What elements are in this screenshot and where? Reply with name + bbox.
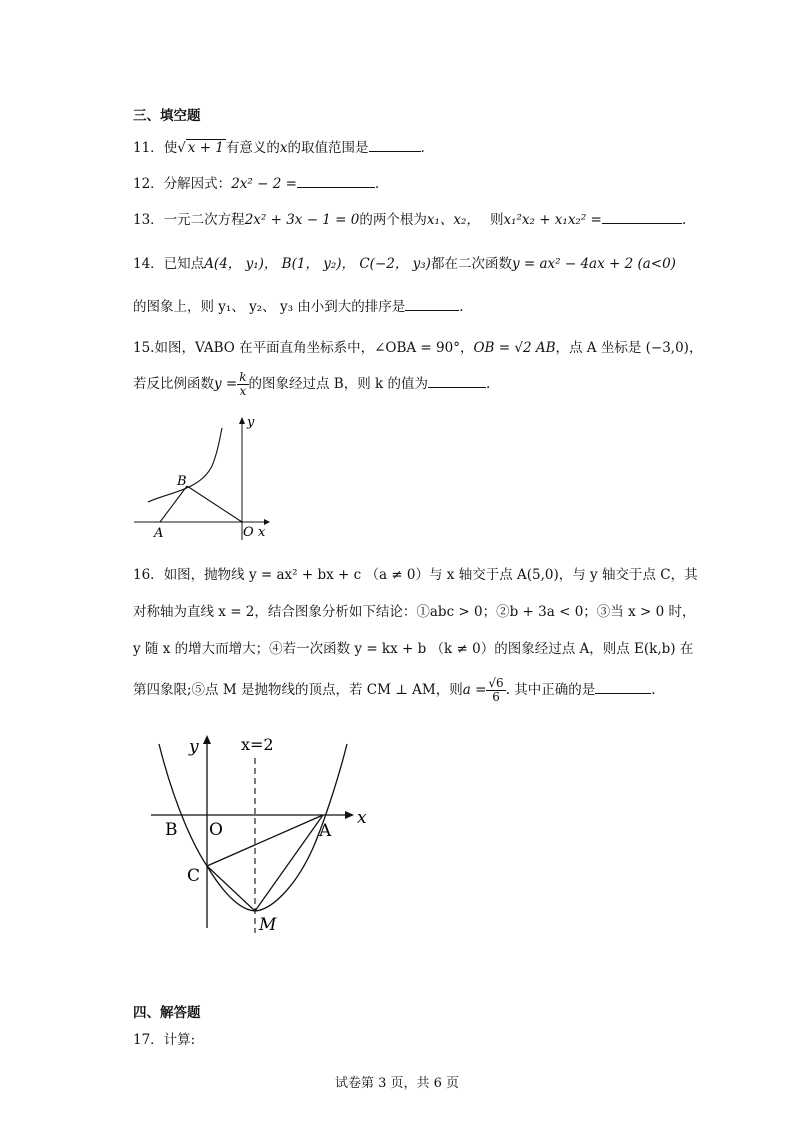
q12-end: . (374, 176, 380, 192)
q15-fraction (237, 371, 248, 398)
q15-frac-den: x (239, 384, 247, 398)
figure-15 (130, 412, 280, 542)
q14-mid: 都在二次函数 (430, 256, 512, 272)
q12-expr: 2x² − 2 = (231, 176, 297, 192)
fig16-segment-cm (207, 866, 255, 911)
fig16-x-arrow-icon (345, 811, 354, 819)
question-16-line3 (133, 637, 693, 657)
question-15-line2 (133, 371, 490, 398)
question-15-line1 (133, 336, 702, 356)
q13-answer-blank[interactable] (602, 211, 682, 224)
q14-function: y = ax² − 4ax + 2 (a<0) (511, 256, 676, 272)
fig16-y-arrow-icon (203, 735, 211, 744)
fig15-segment-bo (187, 486, 242, 522)
q11-tail: 的取值范围是 (287, 140, 369, 156)
q12-answer-blank[interactable] (297, 175, 375, 188)
q16-line2: 对称轴为直线 x = 2，结合图象分析如下结论：①abc > 0；②b + 3a < 0；③当 x > 0 时， (133, 604, 696, 620)
q16-line1: 如图，抛物线 y = ax² + bx + c （a ≠ 0）与 x 轴交于点 A(5,0)，与 y 轴交于点 C，其 (163, 567, 698, 583)
question-11 (133, 136, 425, 156)
fig16-label-o: O (209, 820, 223, 840)
q16-fraction (486, 677, 505, 704)
q16-answer-blank[interactable] (595, 681, 651, 694)
q14-end: . (459, 299, 464, 315)
fig15-label-a: A (154, 526, 164, 541)
q15-fn: y = (214, 376, 238, 392)
fig15-hyperbola (148, 428, 222, 502)
question-17: 17．计算: (133, 1032, 196, 1048)
q15-end: . (486, 376, 491, 392)
q12-number: 12． (133, 176, 164, 192)
section-heading-fill-in: 三、填空题 (133, 108, 201, 124)
q11-post: 有意义的 (225, 140, 280, 156)
fig16-label-c: C (187, 866, 201, 886)
q16-end: . (651, 682, 656, 698)
q15-ob: OB = √2 AB (473, 340, 556, 356)
q15-number: 15. (133, 340, 155, 356)
fig16-label-a: A (319, 821, 332, 841)
q14-answer-blank[interactable] (405, 298, 459, 311)
fig16-label-m: M (259, 915, 277, 935)
q14-line1: 已知点 (163, 256, 205, 272)
fig15-label-b: B (177, 474, 187, 489)
q14-line2: 的图象上，则 y₁、 y₂、 y₃ 由小到大的排序是 (133, 299, 406, 315)
fig16-label-b: B (165, 820, 178, 840)
q16-line3: y 随 x 的增大而增大；④若一次函数 y = kx + b （k ≠ 0）的图象经过点 A，则点 E(k,b) 在 (133, 641, 694, 657)
fig16-label-axis: x=2 (241, 735, 274, 754)
q11-end: . (420, 140, 425, 156)
q16-a-eq: a = (462, 682, 487, 698)
q16-frac-den: 6 (492, 690, 500, 704)
fig15-label-y: y (247, 415, 255, 430)
q15-line2b: 的图象经过点 B，则 k 的值为 (248, 376, 428, 392)
fig15-label-x: x (258, 525, 266, 540)
q15-line2a: 若反比例函数 (133, 376, 214, 392)
question-14-line2 (133, 295, 464, 315)
q13-roots: x₁、x₂， (426, 212, 480, 228)
page-footer: 试卷第 3 页，共 6 页 (334, 1076, 460, 1091)
q15-answer-blank[interactable] (428, 375, 486, 388)
q11-pre: 使 (163, 140, 178, 156)
fig15-label-o: O (243, 525, 254, 540)
q14-points: A(4， y₁)， B(1， y₂)， C(−2， y₃) (204, 256, 431, 272)
fig16-label-y: y (189, 737, 199, 757)
q11-number: 11． (133, 140, 164, 156)
q16-line4a: 第四象限;⑤点 M 是抛物线的顶点，若 CM ⊥ AM，则 (133, 682, 463, 698)
q13-mid: 的两个根为 (359, 212, 427, 228)
q13-number: 13． (133, 212, 164, 228)
q13-text: 一元二次方程 (163, 212, 245, 228)
q13-then: 则 (489, 212, 504, 228)
question-13 (133, 208, 686, 228)
q16-line4b: . 其中正确的是 (505, 682, 596, 698)
q13-expr: x₁²x₂ + x₁x₂² = (503, 212, 602, 228)
q11-radicand: x + 1 (187, 140, 224, 156)
q13-end: . (681, 212, 687, 228)
q16-frac-num: √6 (488, 676, 504, 690)
figure-16 (145, 728, 380, 940)
q14-number: 14． (133, 256, 164, 272)
q12-pre: 分解因式： (163, 176, 232, 192)
fig15-segment-ab (160, 486, 187, 522)
question-16-line1 (133, 563, 698, 583)
question-14-line1 (133, 252, 676, 272)
question-16-line4 (133, 677, 656, 704)
q11-var: x (279, 140, 288, 156)
q15-point-a: ，点 A 坐标是 (−3,0)， (555, 340, 703, 356)
section-heading-answer: 四、解答题 (133, 1005, 201, 1021)
q15-frac-num: k (239, 370, 247, 384)
question-16-line2 (133, 600, 695, 620)
q13-equation: 2x² + 3x − 1 = 0 (244, 212, 360, 228)
question-12 (133, 172, 379, 192)
fig16-label-x: x (357, 808, 367, 828)
q11-answer-blank[interactable] (369, 139, 421, 152)
fig15-y-arrow-icon (239, 417, 245, 424)
q15-line1: 如图，VABO 在平面直角坐标系中，∠OBA = 90°， (154, 340, 474, 356)
q16-number: 16． (133, 567, 164, 583)
q11-radical: √ x + 1 (177, 140, 224, 156)
